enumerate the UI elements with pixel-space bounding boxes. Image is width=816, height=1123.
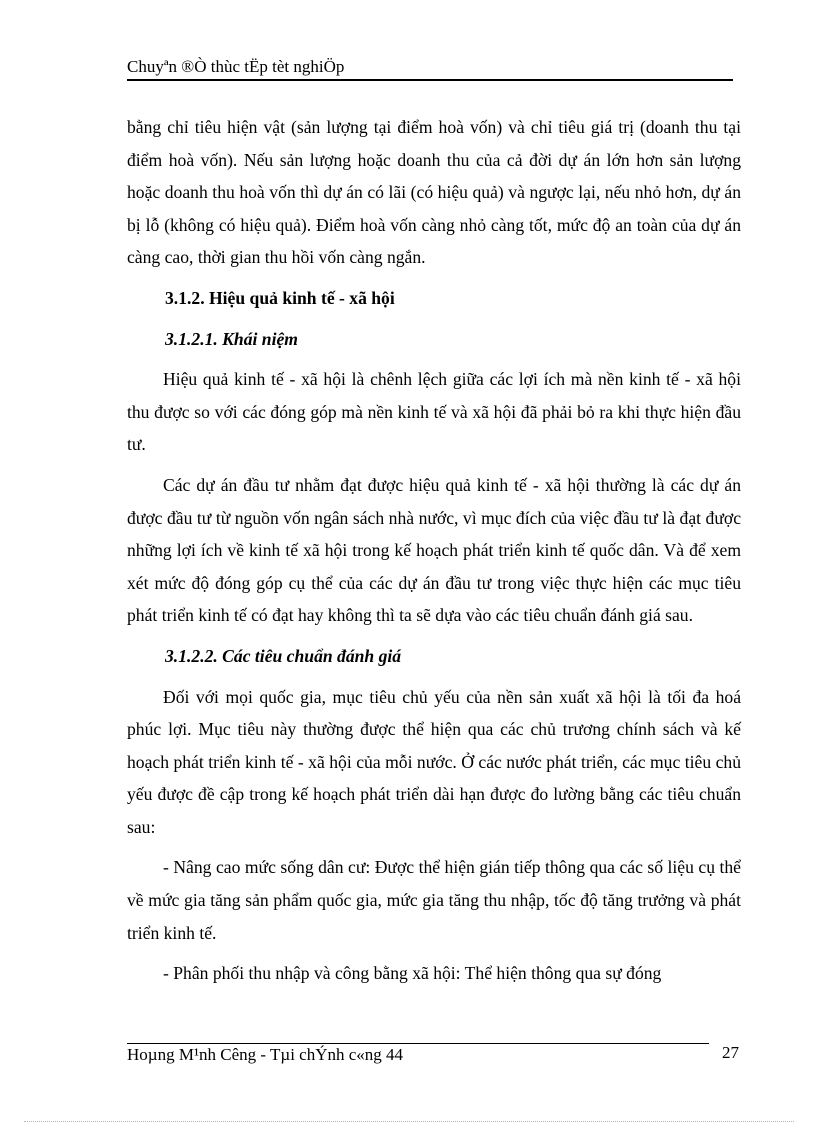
page-body bbox=[127, 111, 741, 998]
paragraph-criteria: Đối với mọi quốc gia, mục tiêu chủ yếu của nền sản xuất xã hội là tối đa hoá phúc lợi. Mục tiêu này thường được thể hiện qua các chủ trương chính sách và kế hoạch phát triển kinh tế - xã hội của mỗi nước. Ở các nước phát triển, các mục tiêu chủ yếu được đề cập trong kế hoạch phát triển dài hạn được đo lường bằng các tiêu chuẩn sau: bbox=[127, 686, 741, 837]
list-item-living-standard: - Nâng cao mức sống dân cư: Được thể hiện gián tiếp thông qua các số liệu cụ thể về mức gia tăng sản phẩm quốc gia, mức gia tăng thu nhập, tốc độ tăng trưởng và phát triển kinh tế. bbox=[127, 857, 741, 943]
page-number: 27 bbox=[722, 1043, 739, 1062]
list-item-income-distribution: - Phân phối thu nhập và công bằng xã hội: Thể hiện thông qua sự đóng bbox=[163, 963, 662, 984]
paragraph-concept: Hiệu quả kinh tế - xã hội là chênh lệch giữa các lợi ích mà nền kinh tế - xã hội thu được so với các đóng góp mà nền kinh tế và xã hội đã phải bỏ ra khi thực hiện đầu tư. bbox=[127, 369, 741, 455]
section-heading-3-1-2: 3.1.2. Hiệu quả kinh tế - xã hội bbox=[165, 287, 395, 308]
subsection-heading-3-1-2-1: 3.1.2.1. Khái niệm bbox=[165, 328, 298, 349]
page-bottom-dotted-border bbox=[24, 1121, 794, 1122]
paragraph-break-even: bằng chỉ tiêu hiện vật (sản lượng tại điểm hoà vốn) và chỉ tiêu giá trị (doanh thu tại điểm hoà vốn). Nếu sản lượng hoặc doanh thu của cả đời dự án lớn hơn sản lượng hoặc doanh thu hoà vốn thì dự án có lãi (có hiệu quả) và ngược lại, nếu nhỏ hơn, dự án bị lỗ (không có hiệu quả). Điểm hoà vốn càng nhỏ càng tốt, mức độ an toàn của dự án càng cao, thời gian thu hồi vốn càng ngắn. bbox=[127, 117, 741, 268]
page-header-title: Chuyªn ®Ò thùc tËp tèt nghiÖp bbox=[127, 57, 345, 76]
footer-author: Hoµng M¹nh Cêng - Tµi chÝnh c«ng 44 bbox=[127, 1045, 404, 1064]
paragraph-projects: Các dự án đầu tư nhằm đạt được hiệu quả kinh tế - xã hội thường là các dự án được đầu tư từ nguồn vốn ngân sách nhà nước, vì mục đích của việc đầu tư là đạt được những lợi ích về kinh tế xã hội trong kế hoạch phát triển kinh tế quốc dân. Và để xem xét mức độ đóng góp cụ thể của các dự án đầu tư trong việc thực hiện các mục tiêu phát triển kinh tế có đạt hay không thì ta sẽ dựa vào các tiêu chuẩn đánh giá sau. bbox=[127, 474, 741, 626]
header-divider bbox=[127, 79, 733, 81]
subsection-heading-3-1-2-2: 3.1.2.2. Các tiêu chuẩn đánh giá bbox=[165, 645, 402, 666]
